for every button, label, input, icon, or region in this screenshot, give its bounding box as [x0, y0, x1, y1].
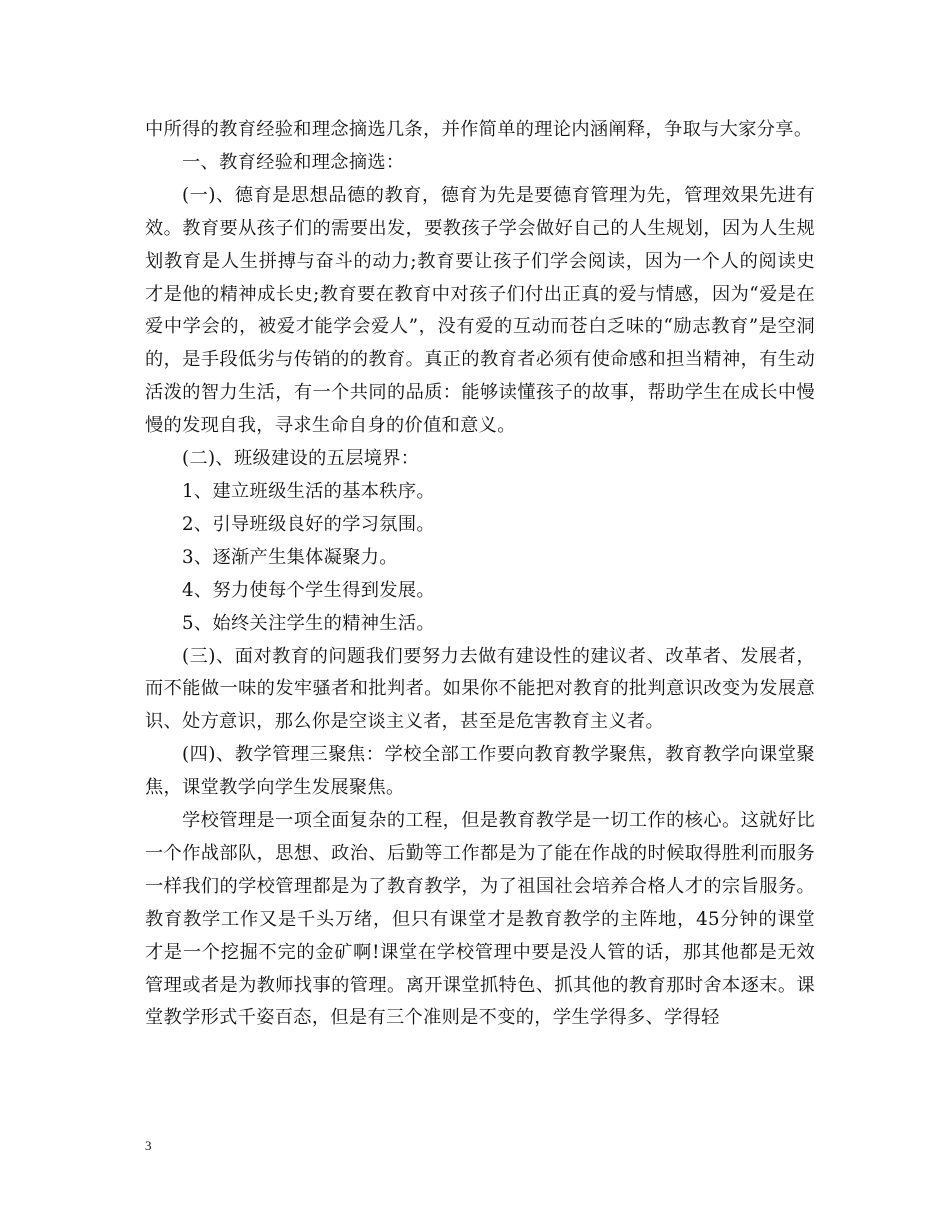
- subheading-class-building: (二)、班级建设的五层境界：: [182, 448, 420, 470]
- section-heading-experience: 一、教育经验和理念摘选：: [182, 151, 405, 173]
- paragraph-school-management: 学校管理是一项全面复杂的工程，但是教育教学是一切工作的核心。这就好比一个作战部队，思想、政治、后勤等工作都是为了能在作战的时候取得胜利而服务一样我们的学校管理都是为了教育教学，为了祖国社会培养合格人才的宗旨服务。教育教学工作又是千头万绪，但只有课堂才是教育教学的主阵地，45分钟的课堂才是一个挖掘不完的金矿啊!课堂在学校管理中要是没人管的话，那其他都是无效管理或者是为教师找事的管理。离开课堂抓特色、抓其他的教育那时舍本逐末。课堂教学形式千姿百态，但是有三个准则是不变的，学生学得多、学得轻: [145, 810, 815, 1029]
- paragraph-1: 中所得的教育经验和理念摘选几条，并作简单的理论内涵阐释，争取与大家分享。: [145, 119, 813, 140]
- page-number: 3: [145, 1138, 152, 1153]
- list-item-1: 1、建立班级生活的基本秩序。: [182, 480, 435, 502]
- paragraph-teaching-focus: (四)、教学管理三聚焦：学校全部工作要向教育教学聚焦，教育教学向课堂聚焦，课堂教学向学生发展聚焦。: [145, 744, 815, 799]
- list-item-4: 4、努力使每个学生得到发展。: [182, 579, 435, 601]
- list-item-2: 2、引导班级良好的学习氛围。: [182, 513, 435, 535]
- paragraph-moral-education: (一)、德育是思想品德的教育，德育为先是要德育管理为先，管理效果先进有效。教育要从孩子们的需要出发，要教孩子学会做好自己的人生规划，因为人生规划教育是人生拼搏与奋斗的动力;教育要让孩子们学会阅读，因为一个人的阅读史才是他的精神成长史;教育要在教育中对孩子们付出正真的爱与情感，因为“爱是在爱中学会的，被爱才能学会爱人”，没有爱的互动而苍白乏味的“励志教育”是空洞的，是手段低劣与传销的的教育。真正的教育者必须有使命感和担当精神，有生动活泼的智力生活，有一个共同的品质：能够读懂孩子的故事，帮助学生在成长中慢慢的发现自我，寻求生命自身的价值和意义。: [145, 184, 815, 437]
- document-body: [145, 114, 815, 1035]
- list-item-5: 5、始终关注学生的精神生活。: [182, 612, 435, 634]
- list-item-3: 3、逐渐产生集体凝聚力。: [182, 546, 398, 568]
- paragraph-constructive: (三)、面对教育的问题我们要努力去做有建设性的建议者、改革者、发展者，而不能做一味的发牢骚者和批判者。如果你不能把对教育的批判意识改变为发展意识、处方意识，那么你是空谈主义者，甚至是危害教育主义者。: [145, 645, 815, 733]
